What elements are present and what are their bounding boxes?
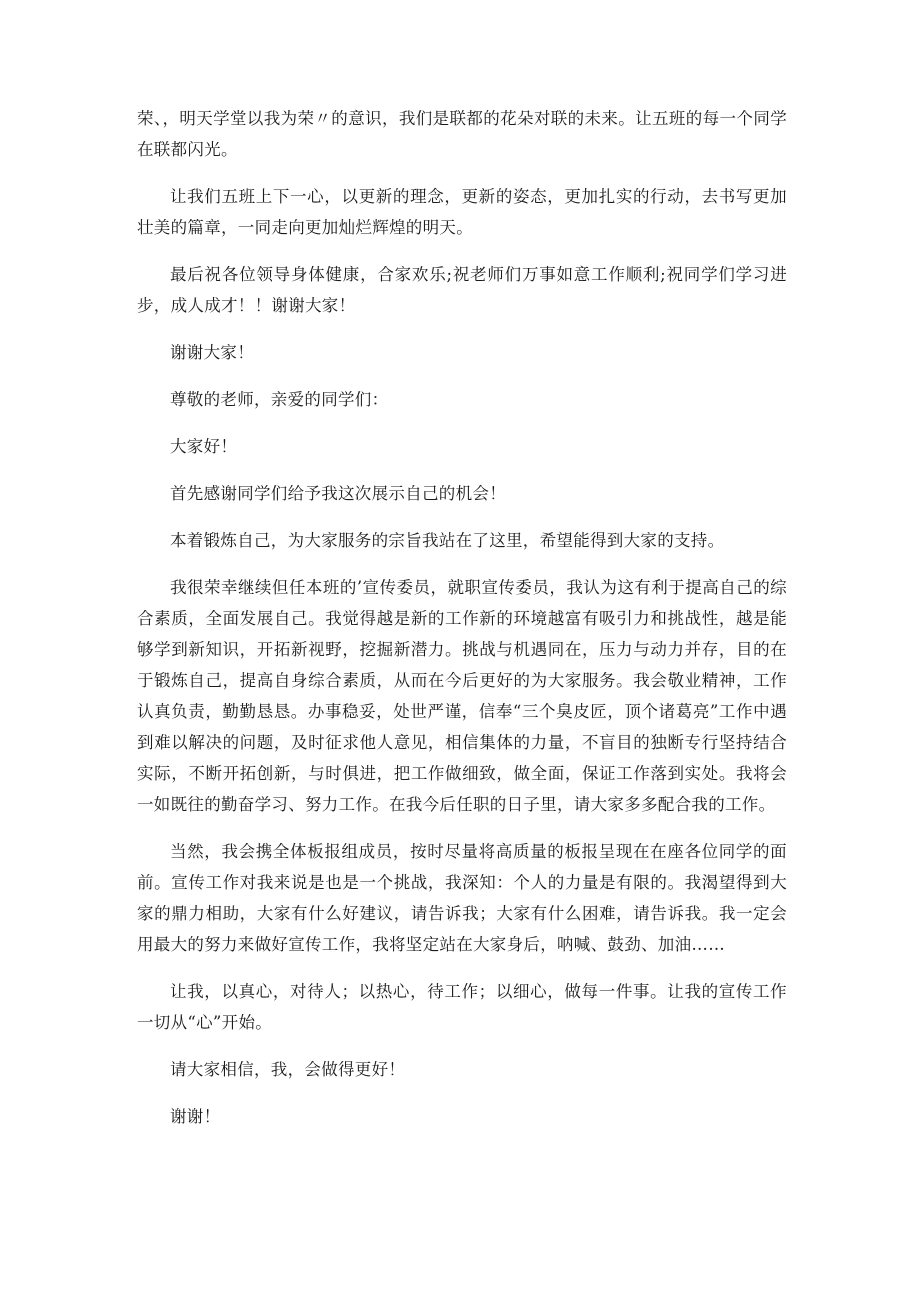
paragraph-thanks: 谢谢大家！ [170,343,254,362]
paragraph-commitment: 当然，我会携全体板报组成员，按时尽量将高质量的板报呈现在在座各位同学的面前。宣传工作对我来说是也是一个挑战，我深知：个人的力量是有限的。我渴望得到大家的鼎力相助，大家有什么好建议，请告诉我；大家有什么困难，请告诉我。我一定会用最大的努力来做好宣传工作，我将坚定站在大家身后，呐喊、鼓劲、加油…… [137,842,787,954]
paragraph-closing: 谢谢！ [170,1107,221,1126]
paragraph-belief: 请大家相信，我，会做得更好！ [170,1060,406,1079]
paragraph-role: 我很荣幸继续但任本班的’宣传委员，就职宣传委员，我认为这有利于提高自己的综合素质，全面发展自己。我觉得越是新的工作新的环境越富有吸引力和挑战性，越是能够学到新知识，开拓新视野，挖掘新潜力。挑战与机遇同在，压力与动力并存，目的在于锻炼自己，提高自身综合素质，从而在今后更好的为大家服务。我会敬业精神，工作认真负责，勤勤恳恳。办事稳妥，处世严谨，信奉“三个臭皮匠，顶个诸葛亮”工作中遇到难以解决的问题，及时征求他人意见，相信集体的力量，不盲目的独断专行坚持结合实际，不断开拓创新，与时俱进，把工作做细致，做全面，保证工作落到实处。我将会一如既往的勤奋学习、努力工作。在我今后任职的日子里，请大家多多配合我的工作。 [137,578,787,814]
paragraph-purpose: 本着锻炼自己，为大家服务的宗旨我站在了这里，希望能得到大家的支持。 [170,531,725,550]
paragraph-salutation: 尊敬的老师，亲爱的同学们： [170,390,389,409]
paragraph-greeting: 大家好！ [170,437,238,456]
paragraph-opening: 首先感谢同学们给予我这次展示自己的机会！ [170,484,506,503]
paragraph-continuation: 荣、，明天学堂以我为荣〃的意识，我们是联都的花朵对联的未来。让五班的每一个同学在联都闪光。 [137,109,787,159]
paragraph-wishes: 最后祝各位领导身体健康，合家欢乐;祝老师们万事如意工作顺利;祝同学们学习进步，成人成才！！谢谢大家！ [137,265,787,315]
paragraph-unity: 让我们五班上下一心，以更新的理念，更新的姿态，更加扎实的行动，去书写更加壮美的篇章，一同走向更加灿烂辉煌的明天。 [137,187,787,237]
document-body [137,103,787,1148]
paragraph-motto: 让我，以真心，对待人；以热心，待工作；以细心，做每一件事。让我的宣传工作一切从“心”开始。 [137,982,787,1032]
